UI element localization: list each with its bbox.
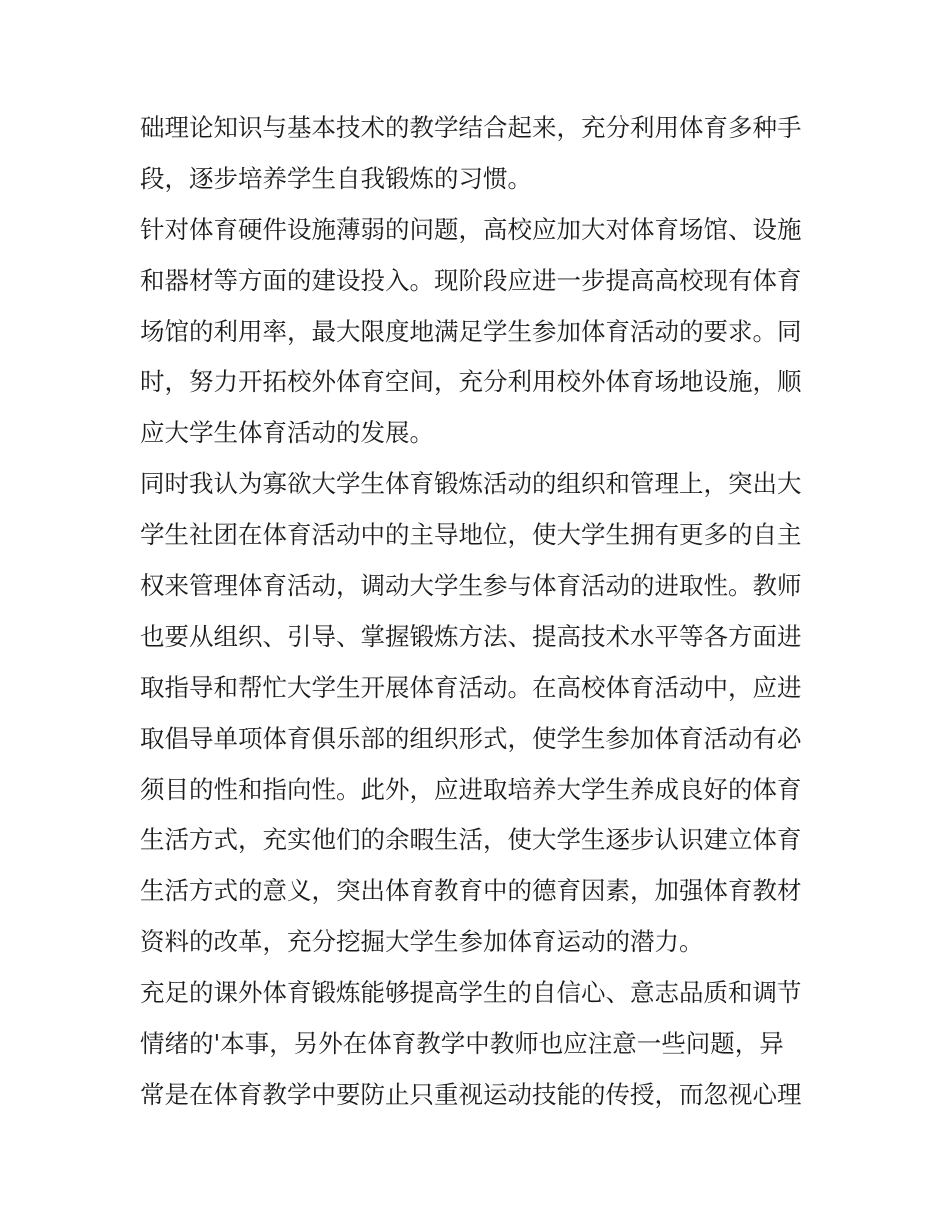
body-text [140, 103, 815, 1121]
text-line: 础理论知识与基本技术的教学结合起来，充分利用体育多种手 [140, 113, 802, 142]
text-line: 生活方式，充实他们的余暇生活，使大学生逐步认识建立体育 [140, 825, 802, 855]
text-line: 段，逐步培养学生自我锻炼的习惯。 [140, 163, 532, 193]
text-line: 常是在体育教学中要防止只重视运动技能的传授，而忽视心理 [140, 1079, 802, 1109]
text-line: 应大学生体育活动的发展。 [140, 418, 434, 448]
text-line: 学生社团在体育活动中的主导地位，使大学生拥有更多的自主 [140, 520, 802, 550]
text-line: 时，努力开拓校外体育空间，充分利用校外体育场地设施，顺 [140, 367, 802, 397]
text-line: 场馆的利用率，最大限度地满足学生参加体育活动的要求。同 [140, 316, 802, 346]
text-line: 同时我认为寡欲大学生体育锻炼活动的组织和管理上，突出大 [140, 469, 802, 499]
text-line: 资料的改革，充分挖掘大学生参加体育运动的潜力。 [140, 927, 704, 957]
text-line: 生活方式的意义，突出体育教育中的德育因素，加强体育教材 [140, 876, 802, 906]
text-line: 取倡导单项体育俱乐部的组织形式，使学生参加体育活动有必 [140, 723, 802, 753]
text-line: 和器材等方面的建设投入。现阶段应进一步提高高校现有体育 [140, 265, 802, 295]
text-line: 充足的课外体育锻炼能够提高学生的自信心、意志品质和调节 [140, 978, 802, 1008]
text-line: 情绪的'本事，另外在体育教学中教师也应注意一些问题，异 [140, 1029, 784, 1059]
text-line: 须目的性和指向性。此外，应进取培养大学生养成良好的体育 [140, 774, 802, 804]
text-line: 针对体育硬件设施薄弱的问题，高校应加大对体育场馆、设施 [140, 214, 802, 244]
text-line: 权来管理体育活动，调动大学生参与体育活动的进取性。教师 [140, 571, 802, 601]
text-line: 取指导和帮忙大学生开展体育活动。在高校体育活动中，应进 [140, 672, 802, 702]
text-line: 也要从组织、引导、掌握锻炼方法、提高技术水平等各方面进 [140, 621, 802, 651]
